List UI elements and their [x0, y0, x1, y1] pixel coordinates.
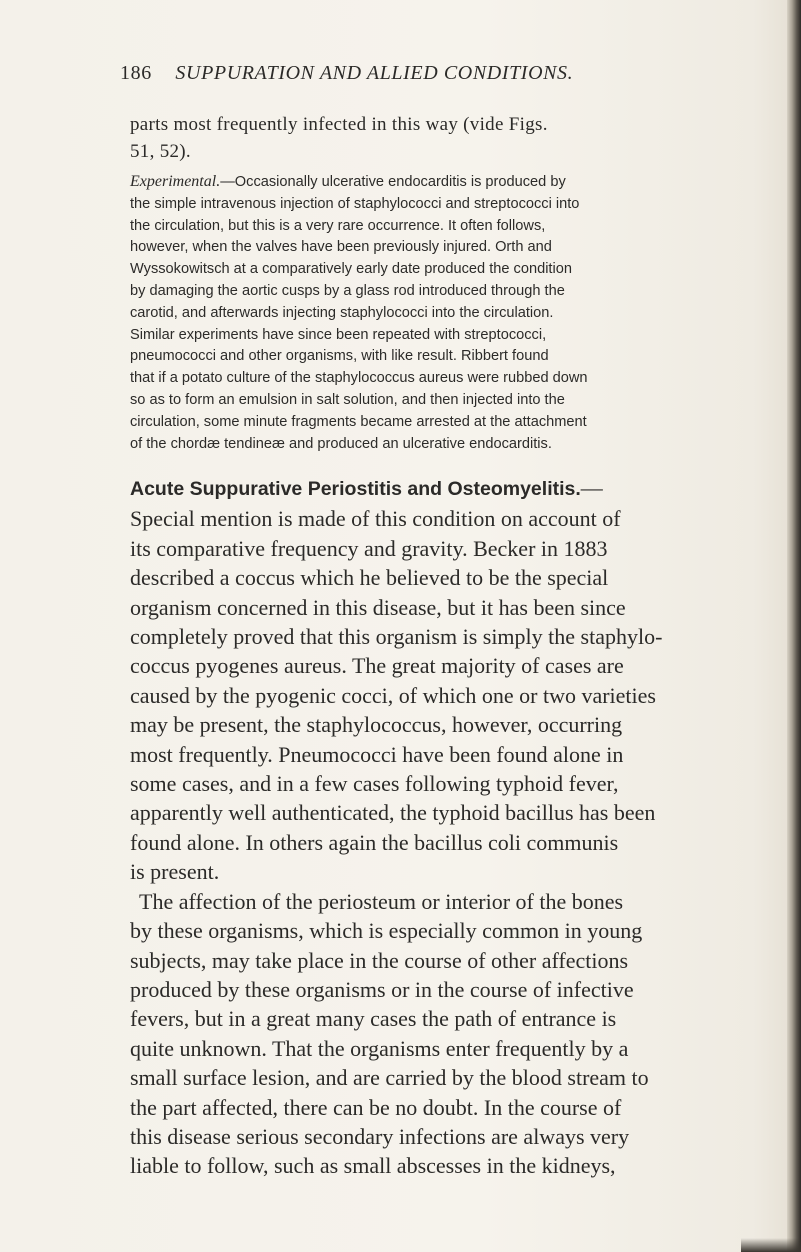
text-line: subjects, may take place in the course of other affections [130, 947, 629, 973]
text-line [130, 171, 760, 194]
text-line: by damaging the aortic cusps by a glass rod introduced through the [130, 282, 565, 299]
page-corner-shadow [741, 1238, 801, 1252]
text-line: liable to follow, such as small abscesses in the kidneys, [130, 1153, 616, 1179]
text-line: is present. [130, 859, 220, 885]
text-line: apparently well authenticated, the typhoid bacillus has been [130, 800, 656, 826]
text-line: parts most frequently infected in this way (vide Figs. [130, 114, 548, 135]
text-line: the part affected, there can be no doubt. In the course of [130, 1094, 622, 1120]
text-line: organism concerned in this disease, but it has been since [130, 594, 626, 620]
text-line: of the chordæ tendineæ and produced an ulcerative endocarditis. [130, 435, 552, 452]
text-line: The affection of the periosteum or interior of the bones [139, 888, 624, 914]
text-line: that if a potato culture of the staphylococcus aureus were rubbed down [130, 370, 588, 387]
running-header [120, 62, 760, 85]
text-line-rest: —Occasionally ulcerative endocarditis is produced by [220, 174, 566, 190]
page-edge-shadow [787, 0, 801, 1252]
text-line: fevers, but in a great many cases the path of entrance is [130, 1006, 617, 1032]
text-line: coccus pyogenes aureus. The great majority of cases are [130, 653, 624, 679]
text-line: the simple intravenous injection of staphylococci and streptococci into [130, 195, 580, 212]
text-line: found alone. In others again the bacillus coli communis [130, 829, 619, 855]
text-line: small surface lesion, and are carried by the blood stream to [130, 1065, 649, 1091]
page-number: 186 [120, 62, 152, 84]
intro-paragraph [130, 111, 760, 165]
text-line: 51, 52). [130, 141, 191, 162]
text-line: the circulation, but this is a very rare occurrence. It often follows, [130, 217, 546, 234]
heading-dash: — [580, 475, 603, 500]
text-line: Special mention is made of this condition on account of [130, 506, 621, 532]
text-line: pneumococci and other organisms, with like result. Ribbert found [130, 348, 549, 365]
text-line: described a coccus which he believed to be the special [130, 565, 609, 591]
text-line: some cases, and in a few cases following typhoid fever, [130, 771, 619, 797]
text-line: caused by the pyogenic cocci, of which one or two varieties [130, 682, 656, 708]
section-heading: Acute Suppurative Periostitis and Osteomyelitis. [130, 478, 581, 500]
text-line: so as to form an emulsion in salt solution, and then injected into the [130, 391, 565, 408]
text-line: quite unknown. That the organisms enter frequently by a [130, 1035, 629, 1061]
text-line: may be present, the staphylococcus, however, occurring [130, 712, 623, 738]
text-line: carotid, and afterwards injecting staphylococci into the circulation. [130, 304, 554, 321]
text-line: produced by these organisms or in the course of infective [130, 976, 634, 1002]
running-title: SUPPURATION AND ALLIED CONDITIONS. [175, 62, 574, 84]
text-line: its comparative frequency and gravity. Becker in 1883 [130, 535, 608, 561]
text-line: most frequently. Pneumococci have been found alone in [130, 741, 624, 767]
text-line: however, when the valves have been previously injured. Orth and [130, 239, 552, 256]
text-line: this disease serious secondary infections are always very [130, 1123, 630, 1149]
text-line: Wyssokowitsch at a comparatively early date produced the condition [130, 261, 572, 278]
experimental-paragraph [130, 171, 760, 455]
text-line: by these organisms, which is especially common in young [130, 918, 643, 944]
text-line: Similar experiments have since been repeated with streptococci, [130, 326, 547, 343]
section-heading-line [130, 473, 770, 504]
text-line: completely proved that this organism is simply the staphylo- [130, 624, 663, 650]
text-line: circulation, some minute fragments became arrested at the attachment [130, 413, 587, 430]
experimental-lead: Experimental. [130, 173, 221, 190]
section-body [130, 473, 770, 1181]
